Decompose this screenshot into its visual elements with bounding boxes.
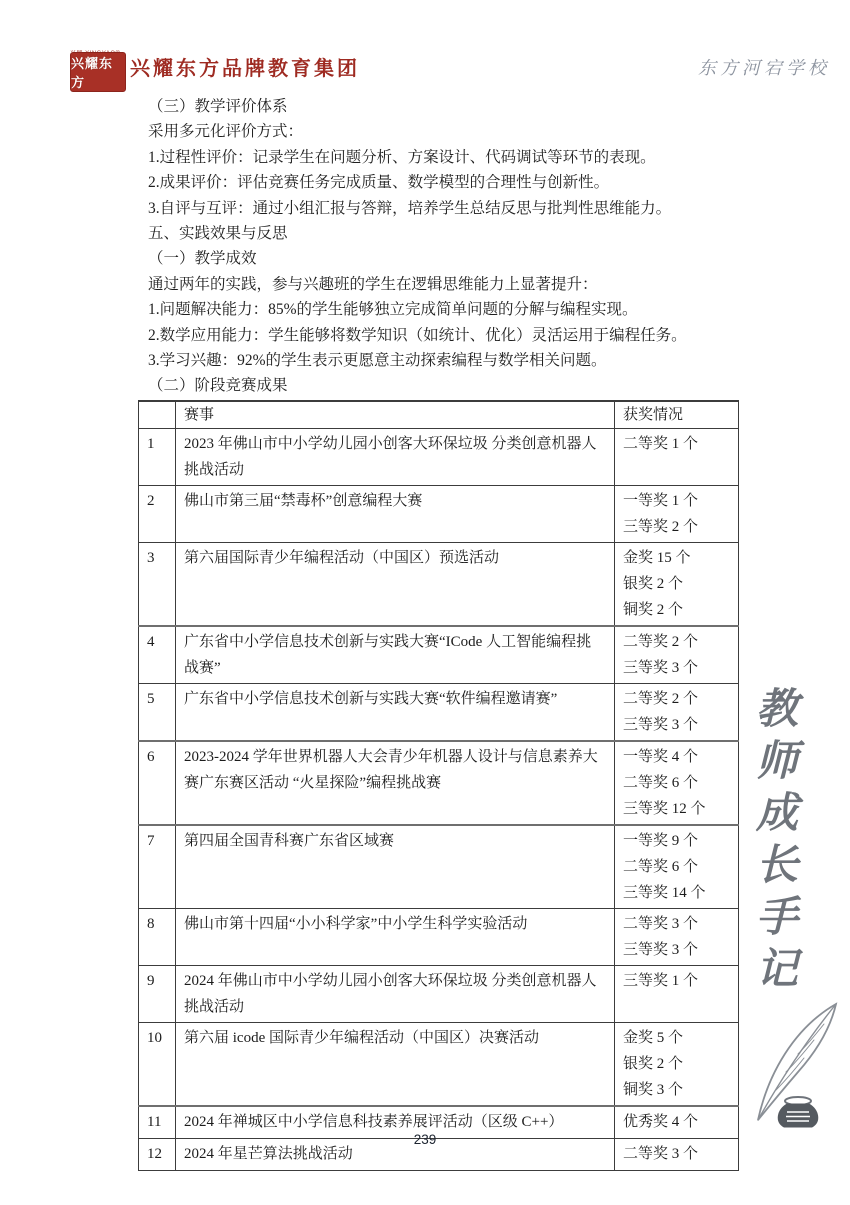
paragraph-line: 1.过程性评价：记录学生在问题分析、方案设计、代码调试等环节的表现。 <box>148 148 656 166</box>
paragraph-line: 五、实践效果与反思 <box>148 225 288 243</box>
award-line: 三等奖 3 个 <box>623 717 699 733</box>
paragraph-line: （一）教学成效 <box>148 250 257 268</box>
award-line: 一等奖 1 个 <box>623 493 699 509</box>
table-row <box>139 626 739 684</box>
award-line: 二等奖 2 个 <box>623 691 699 707</box>
award-line: 二等奖 3 个 <box>623 916 699 932</box>
row-number: 7 <box>139 825 176 909</box>
row-event: 2023-2024 学年世界机器人大会青少年机器人设计与信息素养大赛广东赛区活动 “火星探险”编程挑战赛 <box>176 741 615 825</box>
paragraph-line: 2.成果评价：评估竞赛任务完成质量、数学模型的合理性与创新性。 <box>148 174 610 192</box>
row-awards <box>615 543 739 627</box>
paragraph-line: 通过两年的实践，参与兴趣班的学生在逻辑思维能力上显著提升： <box>148 275 598 293</box>
award-line: 二等奖 6 个 <box>623 859 699 875</box>
award-line: 三等奖 3 个 <box>623 660 699 676</box>
table-row <box>139 543 739 627</box>
award-line: 铜奖 3 个 <box>623 1082 684 1098</box>
col-header-event: 赛事 <box>176 401 615 429</box>
award-line: 银奖 2 个 <box>623 1056 684 1072</box>
row-awards <box>615 966 739 1023</box>
paragraph-line: 3.学习兴趣：92%的学生表示更愿意主动探索编程与数学相关问题。 <box>148 352 607 370</box>
table-row <box>139 741 739 825</box>
table-row <box>139 684 739 742</box>
row-awards <box>615 486 739 543</box>
paragraph-line: （三）教学评价体系 <box>148 98 288 115</box>
row-event: 佛山市第三届“禁毒杯”创意编程大赛 <box>176 486 615 543</box>
results-table-body <box>139 429 739 1171</box>
row-number: 2 <box>139 486 176 543</box>
row-awards <box>615 741 739 825</box>
paragraph-line: 2.数学应用能力：学生能够将数学知识（如统计、优化）灵活运用于编程任务。 <box>148 326 687 344</box>
row-number: 9 <box>139 966 176 1023</box>
award-line: 金奖 15 个 <box>623 550 691 566</box>
award-line: 三等奖 1 个 <box>623 973 699 989</box>
row-event: 第六届国际青少年编程活动（中国区）预选活动 <box>176 543 615 627</box>
school-name: 东方河宕学校 <box>698 58 830 78</box>
award-line: 金奖 5 个 <box>623 1030 684 1046</box>
award-line: 二等奖 6 个 <box>623 775 699 791</box>
award-line: 三等奖 2 个 <box>623 519 699 535</box>
table-row <box>139 825 739 909</box>
notebook-vertical-title: 教师成长手记 <box>750 686 799 998</box>
table-row <box>139 1023 739 1107</box>
page-number: 239 <box>413 1132 437 1147</box>
row-event: 第四届全国青科赛广东省区域赛 <box>176 825 615 909</box>
row-event: 2023 年佛山市中小学幼儿园小创客大环保垃圾 分类创意机器人挑战活动 <box>176 429 615 486</box>
row-awards <box>615 825 739 909</box>
award-line: 一等奖 9 个 <box>623 833 699 849</box>
row-event: 广东省中小学信息技术创新与实践大赛“软件编程邀请赛” <box>176 684 615 742</box>
row-number: 10 <box>139 1023 176 1107</box>
paragraph-line: 3.自评与互评：通过小组汇报与答辩，培养学生总结反思与批判性思维能力。 <box>148 199 672 217</box>
body-text <box>148 94 708 399</box>
award-line: 二等奖 2 个 <box>623 634 699 650</box>
row-number: 8 <box>139 909 176 966</box>
row-event: 2024 年佛山市中小学幼儿园小创客大环保垃圾 分类创意机器人挑战活动 <box>176 966 615 1023</box>
award-line: 二等奖 3 个 <box>623 1145 699 1162</box>
row-awards <box>615 909 739 966</box>
brand-seal-icon: 兴耀东方 <box>70 52 126 92</box>
award-line: 二等奖 1 个 <box>623 436 699 452</box>
award-line: 三等奖 12 个 <box>623 801 706 817</box>
table-row <box>139 909 739 966</box>
award-line: 三等奖 14 个 <box>623 885 706 901</box>
col-header-index <box>139 401 176 429</box>
paragraph-line: 1.问题解决能力：85%的学生能够独立完成简单问题的分解与编程实现。 <box>148 301 638 319</box>
row-number: 1 <box>139 429 176 486</box>
page-header <box>0 46 850 98</box>
quill-and-inkwell-icon <box>746 1000 846 1138</box>
brand-logo <box>70 50 126 92</box>
table-row <box>139 486 739 543</box>
table-row <box>139 966 739 1023</box>
row-event: 2024 年星芒算法挑战活动 <box>176 1138 615 1170</box>
award-line: 优秀奖 4 个 <box>623 1114 699 1130</box>
paragraph-line: （二）阶段竞赛成果 <box>148 377 288 395</box>
row-event: 第六届 icode 国际青少年编程活动（中国区）决赛活动 <box>176 1023 615 1107</box>
row-awards <box>615 1023 739 1107</box>
row-number: 3 <box>139 543 176 627</box>
row-number: 5 <box>139 684 176 742</box>
row-event: 广东省中小学信息技术创新与实践大赛“ICode 人工智能编程挑战赛” <box>176 626 615 684</box>
table-header-row <box>139 401 739 429</box>
results-table <box>138 400 739 1171</box>
row-number: 4 <box>139 626 176 684</box>
row-awards <box>615 429 739 486</box>
award-line: 一等奖 4 个 <box>623 749 699 765</box>
row-awards <box>615 684 739 742</box>
row-event: 2024 年禅城区中小学信息科技素养展评活动（区级 C++） <box>176 1106 615 1138</box>
row-number: 11 <box>139 1106 176 1138</box>
col-header-awards: 获奖情况 <box>615 401 739 429</box>
row-number: 6 <box>139 741 176 825</box>
company-name: 兴耀东方品牌教育集团 <box>130 58 360 80</box>
table-row <box>139 429 739 486</box>
paragraph-line: 采用多元化评价方式： <box>148 123 304 141</box>
award-line: 三等奖 3 个 <box>623 942 699 958</box>
row-awards <box>615 626 739 684</box>
row-number: 12 <box>139 1138 176 1170</box>
award-line: 银奖 2 个 <box>623 576 684 592</box>
award-line: 铜奖 2 个 <box>623 602 684 618</box>
row-event: 佛山市第十四届“小小科学家”中小学生科学实验活动 <box>176 909 615 966</box>
